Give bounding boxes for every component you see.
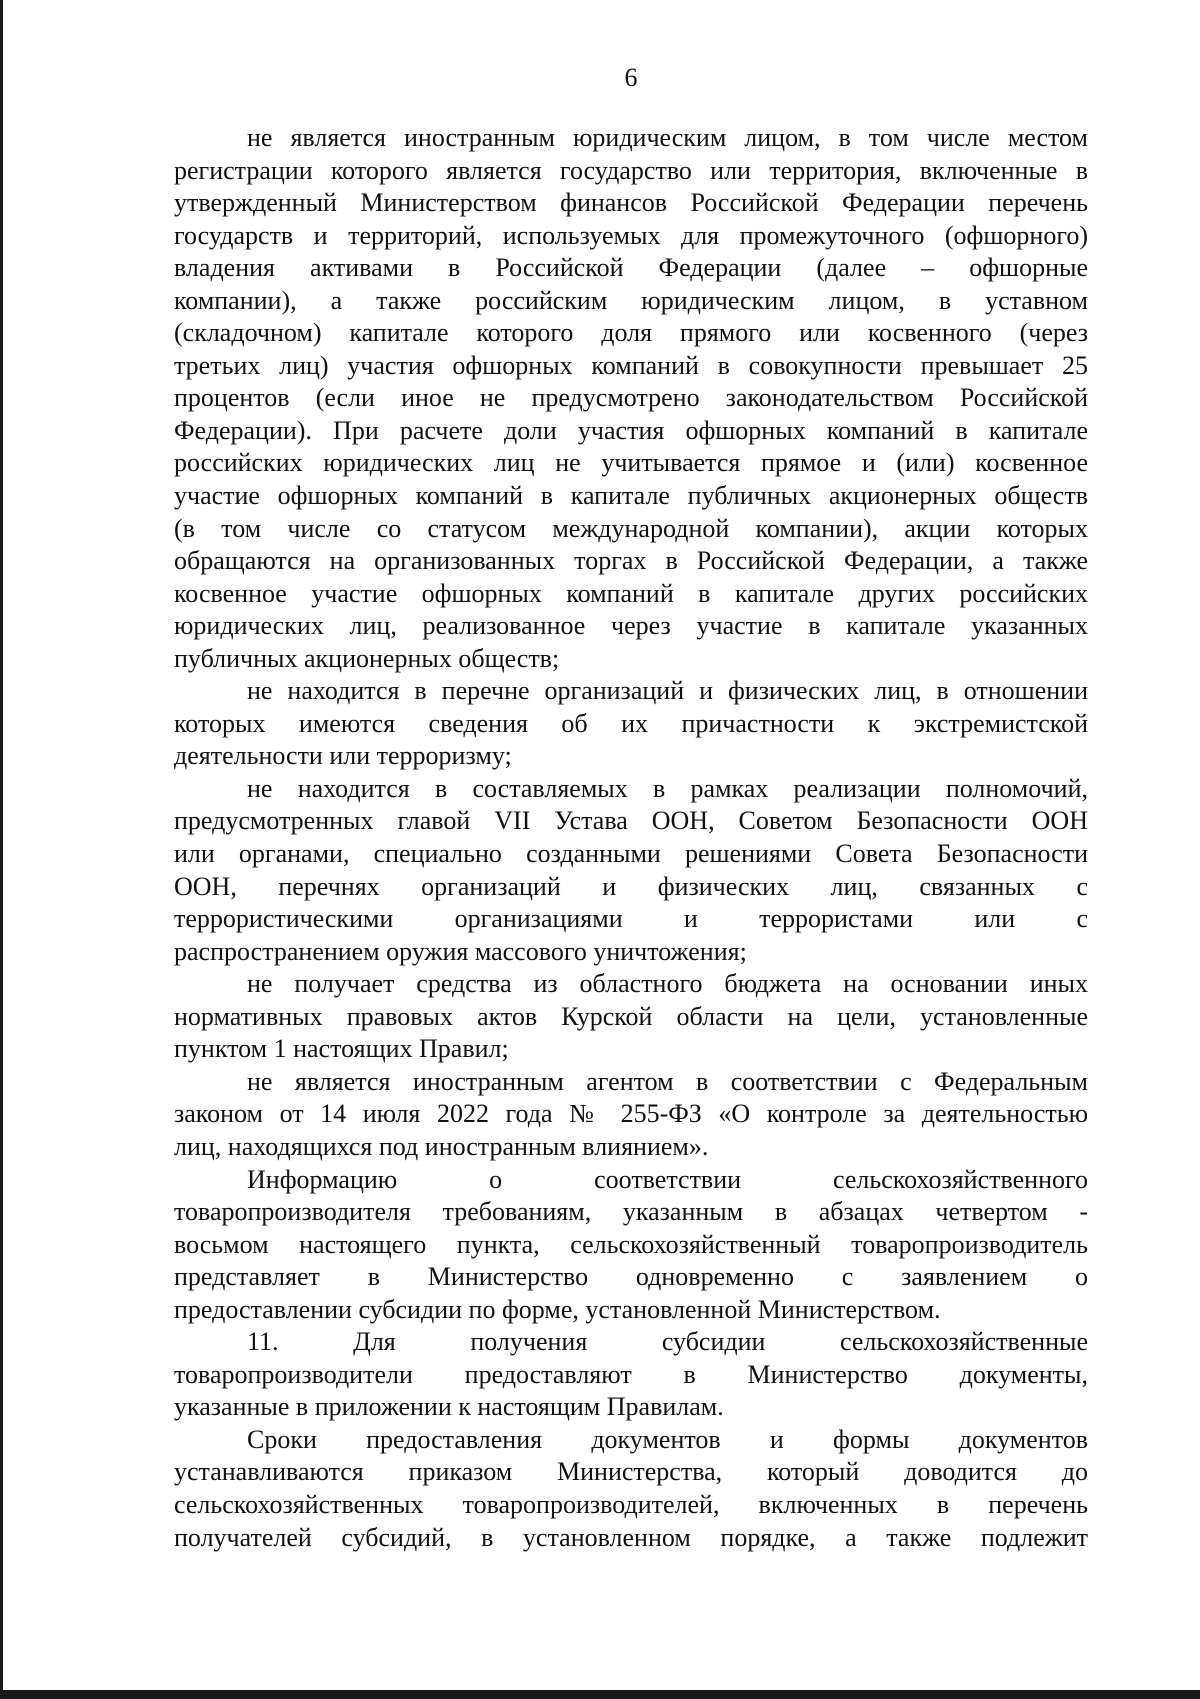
page-number: 6 (624, 63, 638, 92)
paragraph (174, 968, 1088, 1066)
paragraph-line: российских юридических лиц не учитывается прямое и (или) косвенное (174, 448, 1088, 478)
paragraph-line: (в том числе со статусом международной компании), акции которых (174, 513, 1088, 543)
paragraph (174, 675, 1088, 773)
paragraph-line: предоставлении субсидии по форме, установленной Министерством. (174, 1294, 941, 1324)
paragraph-line: представляет в Министерство одновременно с заявлением о (174, 1262, 1088, 1292)
paragraph (174, 1424, 1088, 1554)
document-body (174, 122, 1088, 1554)
paragraph-line: лиц, находящихся под иностранным влиянием». (174, 1131, 709, 1161)
paragraph-line: которых имеются сведения об их причастности к экстремистской (174, 708, 1088, 738)
paragraph-line: не является иностранным агентом в соответствии с Федеральным (247, 1066, 1088, 1096)
paragraph (174, 122, 1088, 675)
paragraph-line: распространением оружия массового уничтожения; (174, 936, 747, 966)
paragraph-line: не находится в перечне организаций и физических лиц, в отношении (247, 676, 1088, 706)
paragraph-line: государств и территорий, используемых для промежуточного (офшорного) (174, 220, 1088, 250)
scan-edge-bottom (0, 1690, 1200, 1699)
paragraph-line: владения активами в Российской Федерации (далее – офшорные (174, 253, 1088, 283)
paragraph-line: сельскохозяйственных товаропроизводителей, включенных в перечень (174, 1489, 1088, 1519)
paragraph-line: ООН, перечнях организаций и физических лиц, связанных с (174, 871, 1088, 901)
paragraph-line: не является иностранным юридическим лицом, в том числе местом (247, 123, 1088, 152)
paragraph-line: деятельности или терроризму; (174, 741, 512, 771)
paragraph-line: не получает средства из областного бюджета на основании иных (247, 969, 1088, 999)
scan-edge-left (0, 0, 3, 1699)
paragraph-line: юридических лиц, реализованное через участие в капитале указанных (174, 611, 1088, 641)
paragraph-line: получателей субсидий, в установленном порядке, а также подлежит (174, 1522, 1088, 1552)
paragraph-line: предусмотренных главой VII Устава ООН, Советом Безопасности ООН (174, 806, 1088, 836)
paragraph-line: восьмом настоящего пункта, сельскохозяйственный товаропроизводитель (174, 1229, 1088, 1259)
paragraph-line: процентов (если иное не предусмотрено законодательством Российской (174, 383, 1088, 413)
paragraph-line: Сроки предоставления документов и формы документов (247, 1424, 1088, 1454)
paragraph-line: указанные в приложении к настоящим Правилам. (174, 1392, 724, 1422)
paragraph-line: или органами, специально созданными решениями Совета Безопасности (174, 839, 1088, 869)
paragraph-line: пунктом 1 настоящих Правил; (174, 1034, 509, 1064)
paragraph-line: товаропроизводители предоставляют в Министерство документы, (174, 1359, 1088, 1389)
paragraph-line: Информацию о соответствии сельскохозяйственного (247, 1164, 1088, 1194)
paragraph (174, 1164, 1088, 1327)
paragraph-line: компании), а также российским юридическим лицом, в уставном (174, 285, 1088, 315)
paragraph-line: третьих лиц) участия офшорных компаний в совокупности превышает 25 (174, 350, 1088, 380)
paragraph-line: нормативных правовых актов Курской области на цели, установленные (174, 1001, 1088, 1031)
paragraph-line: законом от 14 июля 2022 года № 255-ФЗ «О контроле за деятельностью (174, 1099, 1088, 1129)
paragraph-line: участие офшорных компаний в капитале публичных акционерных обществ (174, 481, 1088, 511)
paragraph (174, 1066, 1088, 1164)
paragraph-line: не находится в составляемых в рамках реализации полномочий, (247, 773, 1088, 803)
paragraph-line: устанавливаются приказом Министерства, который доводится до (174, 1457, 1088, 1487)
paragraph-line: обращаются на организованных торгах в Российской Федерации, а также (174, 546, 1088, 576)
paragraph (174, 773, 1088, 968)
paragraph-line: публичных акционерных обществ; (174, 643, 560, 673)
paragraph-line: товаропроизводителя требованиям, указанным в абзацах четвертом - (174, 1197, 1088, 1227)
paragraph-line: утвержденный Министерством финансов Российской Федерации перечень (174, 188, 1088, 218)
paragraph-line: Федерации). При расчете доли участия офшорных компаний в капитале (174, 415, 1088, 445)
paragraph-line: (складочном) капитале которого доля прямого или косвенного (через (174, 318, 1088, 348)
paragraph-line: террористическими организациями и террористами или с (174, 904, 1088, 934)
paragraph-line: 11. Для получения субсидии сельскохозяйственные (247, 1327, 1088, 1357)
paragraph (174, 1326, 1088, 1424)
paragraph-line: косвенное участие офшорных компаний в капитале других российских (174, 578, 1088, 608)
paragraph-line: регистрации которого является государство или территория, включенные в (174, 155, 1088, 185)
